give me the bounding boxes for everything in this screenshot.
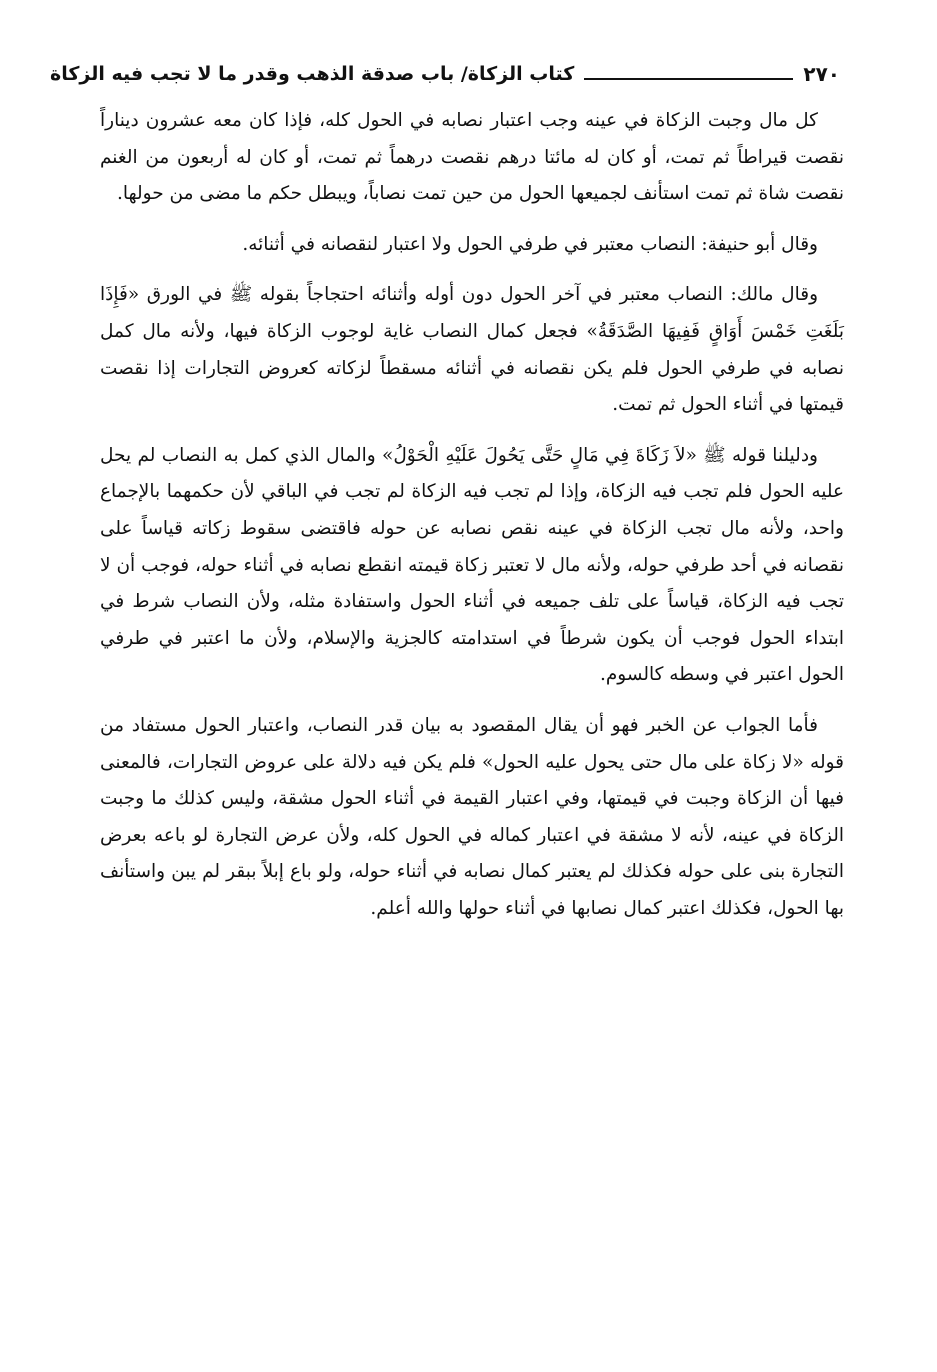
paragraph-2: وقال أبو حنيفة: النصاب معتبر في طرفي الحول ولا اعتبار لنقصانه في أثنائه.	[242, 233, 818, 255]
paragraph-5: فأما الجواب عن الخبر فهو أن يقال المقصود به بيان قدر النصاب، واعتبار الحول مستفاد من قوله «لا زكاة على مال حتى يحول عليه الحول» فلم يكن فيه دلالة على عروض التجارات، فالمعنى فيها أن الزكاة وجبت في قيمتها، وفي اعتبار القيمة في أثناء الحول مشقة، وليس كذلك ما وجبت الزكاة في عينه، لأنه لا مشقة في اعتبار كماله في الحول كله، ولأن عرض التجارة لو باعه بعرض التجارة بنى على حوله فكذلك لم يعتبر كمال نصابه في أثناء حوله، ولو باع إبلاً ببقر لم يبن واستأنف بها الحول، فكذلك اعتبر كمال نصابها في أثناء حولها والله أعلم.	[100, 714, 844, 919]
page-number: ٢٧٠	[803, 62, 840, 86]
paragraph-1: كل مال وجبت الزكاة في عينه وجب اعتبار نصابه في الحول كله، فإذا كان معه عشرون ديناراً نقصت قيراطاً ثم تمت، أو كان له مائتا درهم نقصت درهماً ثم تمت، أو كان له أربعون من الغنم نقصت شاة ثم تمت استأنف لجميعها الحول من حين تمت نصاباً، ويبطل حكم ما مضى من حولها.	[100, 110, 844, 205]
main-text	[100, 103, 844, 927]
running-header	[50, 52, 840, 88]
paragraph-4: ودليلنا قوله ﷺ «لاَ زَكَاةَ فِي مَالٍ حَتَّى يَحُولَ عَلَيْهِ الْحَوْلُ» والمال الذي كمل به النصاب لم يحل عليه الحول فلم تجب فيه الزكاة، وإذا لم تجب فيه الزكاة لم تجب في الباقي لأن حكمهما بالإجماع واحد، ولأنه مال تجب الزكاة في عينه نقص نصابه عن حوله فاقتضى سقوط زكاته قياساً على نقصانه في أحد طرفي حوله، ولأنه مال لا تعتبر زكاة قيمته انقطع نصابه في أثناء حوله، فوجب أن لا تجب فيه الزكاة، قياساً على تلف جميعه في أثناء الحول واستفادة مثله، ولأن النصاب شرط في ابتداء الحول فوجب أن يكون شرطاً في استدامته كالجزية والإسلام، ولأن ما اعتبر في طرفي الحول اعتبر في وسطه كالسوم.	[100, 444, 844, 686]
header-rule	[584, 78, 793, 80]
running-title: كتاب الزكاة/ باب صدقة الذهب وقدر ما لا تجب فيه الزكاة	[50, 63, 575, 85]
paragraph-3: وقال مالك: النصاب معتبر في آخر الحول دون أوله وأثنائه احتجاجاً بقوله ﷺ في الورق «فَإِذَا بَلَغَتِ خَمْسَ أَوَاقٍ فَفِيهَا الصَّدَقَةُ» فجعل كمال النصاب غاية لوجوب الزكاة فيها، ولأنه مال كمل نصابه في طرفي الحول فلم يكن نقصانه في أثنائه مسقطاً لزكاته كعروض التجارات إذا نقصت قيمتها في أثناء الحول ثم تمت.	[100, 284, 844, 416]
